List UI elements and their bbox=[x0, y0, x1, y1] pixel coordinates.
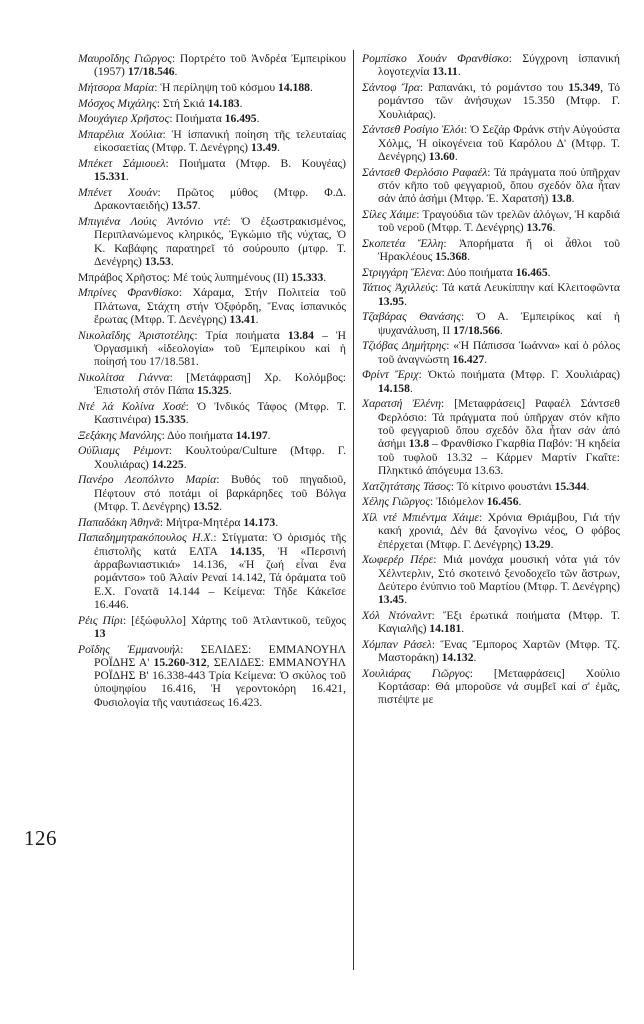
entry-trailing-text: . bbox=[404, 294, 407, 308]
entry-reference: 13.8 bbox=[551, 192, 572, 206]
entry-trailing-text: . bbox=[454, 149, 458, 163]
entry-author: Νικολίτσα Γιάννα bbox=[78, 370, 170, 384]
entry-author: Τζιόβας Δημήτρης bbox=[362, 339, 447, 353]
entry-trailing-text: . bbox=[552, 221, 556, 235]
entry-author: Σάντσεθ Ροσίγιο Ἐλόι bbox=[362, 123, 464, 137]
entry-text: : Ἀπορήματα ἤ οἱ ἆθλοι τοῦ Ἡρακλέους bbox=[378, 236, 620, 264]
entry-author: Μουχάγιερ Χρῆστος bbox=[78, 112, 170, 126]
index-entry bbox=[362, 368, 620, 395]
entry-trailing-text: . bbox=[404, 593, 407, 607]
entry-text: : Μιά μονάχα μουσική νότα γιά τόν Χέλντερλιν, Στό σκοτεινό ξενοδοχεῖο τῶν ἄστρων, Δεύτερο ἐνύπνιο τοῦ Μαρτίου (Μτφρ. Τ. Δενέγρης) bbox=[378, 553, 620, 593]
entry-trailing-text: , Τό ρομάντσο τῶν ἀνήσυχων 15.350 (Μτφρ. Γ. Χουλιάρας). bbox=[378, 80, 620, 121]
entry-trailing-text: . bbox=[309, 80, 313, 94]
index-entry bbox=[362, 638, 620, 665]
entry-trailing-text: . bbox=[467, 250, 470, 264]
entry-reference: 16.495 bbox=[224, 112, 257, 126]
right-column bbox=[362, 52, 620, 709]
entry-text: : [Μεταφράσεις] Ραφαέλ Σάντσεθ Φερλόσιο: Τά πράγματα πού ὑπῆρχαν στόν κῆπο τοῦ φεγγαριοῦ ὅπου σχεδόν ὅλα ἦταν σάν ἀπό ἀσήμι bbox=[378, 397, 620, 451]
index-entry bbox=[78, 614, 346, 641]
entry-text: : Ραπανάκι, τό ρομάντσο του bbox=[419, 80, 569, 94]
entry-text: : Χρόνια Θριάμβου, Γιά τήν κακή χρονιά, Δέν θά ξανογίνω νέος, Ο φόβος ἐπέρχεται (Μτφρ. Γ. Δενέγρης) bbox=[378, 510, 620, 551]
entry-author: Πανέρο Λεοπόλντο Μαρία bbox=[78, 473, 217, 487]
entry-text: : Τραγούδια τῶν τρελῶν ἀλόγων, Ἡ καρδιά τοῦ νεροῦ (Μτφρ. Τ. Δενέγρης) bbox=[378, 207, 620, 235]
entry-reference: 13.45 bbox=[378, 593, 405, 607]
entry-reference: 15.325 bbox=[196, 384, 229, 398]
entry-reference: 17/18.546 bbox=[127, 65, 175, 79]
entry-text: Μπράβος Χρῆστος: Μέ τούς λυπημένους (ΙΙ) bbox=[78, 270, 292, 284]
index-entry bbox=[78, 112, 346, 125]
entry-trailing-text: . bbox=[277, 141, 280, 155]
entry-reference: 14.181 bbox=[429, 622, 462, 636]
left-column bbox=[78, 52, 346, 711]
entry-reference: 15.331 bbox=[94, 170, 126, 184]
entry-reference: 13.49 bbox=[250, 141, 278, 155]
index-entry bbox=[78, 429, 346, 442]
entry-trailing-text: . bbox=[461, 622, 465, 636]
entry-text: : Δύο ποιήματα bbox=[441, 265, 516, 279]
index-entry bbox=[78, 516, 346, 529]
entry-text: : Ἰδιόμελον bbox=[430, 495, 487, 509]
entry-author: Οὐΐλιαμς Ρέιμοντ bbox=[78, 444, 169, 458]
entry-reference: 13.8 bbox=[408, 437, 430, 451]
entry-reference: 16.427 bbox=[452, 352, 485, 366]
entry-author: Μόσχος Μιχάλης bbox=[78, 96, 157, 110]
index-entry bbox=[78, 329, 346, 369]
entry-reference: 15.368 bbox=[435, 250, 468, 264]
entry-reference: 16.456 bbox=[486, 495, 519, 509]
entry-trailing-text: . bbox=[267, 428, 271, 442]
index-entry bbox=[362, 553, 620, 606]
entry-reference: 14.132 bbox=[441, 651, 474, 665]
entry-trailing-text: . bbox=[185, 413, 189, 427]
entry-reference: 16.465 bbox=[515, 265, 548, 279]
entry-reference: 15.349 bbox=[568, 80, 601, 94]
entry-text: : Ἕνας Ἔμπορος Χαρτῶν (Μτφρ. Τζ. Μαστοράκη) bbox=[378, 637, 620, 665]
entry-trailing-text: . bbox=[239, 96, 243, 110]
entry-reference: 15.344 bbox=[554, 479, 587, 493]
index-entry bbox=[78, 531, 346, 611]
entry-author: Μπαρέλια Χούλια bbox=[78, 128, 163, 142]
entry-author: Χόμπαν Ράσελ bbox=[362, 637, 432, 651]
entry-text: : Στή Σκιά bbox=[156, 96, 208, 110]
index-entry bbox=[362, 237, 620, 264]
index-entry bbox=[78, 52, 346, 79]
entry-author: Μαυροΐδης Γιῶργος bbox=[78, 52, 173, 65]
entry-text: : Τά πράγματα πού ὑπῆρχαν στόν κῆπο τοῦ φεγγαριοῦ, ὅπου σχεδόν ὅλα ἦταν σάν ἀπό ἀσήμι (Μτφρ. Ἐ. Χαρατσή) bbox=[378, 165, 620, 206]
entry-reference: 13.95 bbox=[378, 294, 405, 308]
index-entry bbox=[362, 166, 620, 206]
entry-text: : Ἔξι ἐρωτικά ποιήματα (Μτφρ. Τ. Καγιαλῆς) bbox=[378, 608, 620, 636]
entry-text: : [Μεταφράσεις] Χούλιο Κορτάσαρ: Θά μποροῦσε νά συμβεῖ καί σ' ἐμᾶς, πιστέψτε με bbox=[378, 666, 621, 707]
entry-author: Ξεξάκης Μανόλης bbox=[78, 428, 162, 442]
entry-text: : Ἡ περίληψη τοῦ κόσμου bbox=[154, 80, 279, 94]
entry-author: Μπρίνες Φρανθίσκο bbox=[78, 286, 179, 300]
entry-reference: 15.335 bbox=[153, 413, 186, 427]
entry-reference: 17/18.566 bbox=[453, 323, 500, 337]
index-entry bbox=[78, 271, 346, 284]
entry-trailing-text: . bbox=[571, 192, 575, 206]
index-entry bbox=[362, 397, 620, 477]
entry-reference: 15.260-312 bbox=[153, 655, 207, 669]
entry-text: : Βυθός τοῦ πηγαδιοῦ, Πέφτουν στό ποτάμι οἱ βαρκάρηδες τοῦ Βόλγα (Μτφρ. Τ. Δενέγρης) bbox=[94, 473, 346, 514]
index-entry bbox=[362, 266, 620, 279]
entry-text: : Μήτρα-Μητέρα bbox=[159, 515, 244, 529]
entry-author: Σάντοφ Ἴρα bbox=[362, 80, 420, 94]
entry-text: : Δύο ποιήματα bbox=[161, 428, 236, 442]
entry-author: Ντέ λά Κολίνα Χοσέ bbox=[78, 399, 186, 413]
entry-author: Χατζητάτσης Τάσος bbox=[362, 479, 451, 493]
entry-text: : «Ἡ Πάπισσα Ἰωάννα» καί ὁ ρόλος τοῦ ἀναγνώστη bbox=[378, 339, 620, 366]
entry-reference: 13.11 bbox=[432, 65, 458, 79]
index-entry bbox=[362, 339, 620, 366]
index-entry bbox=[78, 81, 346, 94]
entry-trailing-text: . bbox=[125, 170, 129, 184]
index-entry bbox=[362, 609, 620, 636]
entry-author: Μπιγιένα Λούις Ἀντόνιο ντέ bbox=[78, 215, 228, 228]
index-entry bbox=[362, 52, 620, 79]
entry-author: Χέλης Γιῶργος bbox=[362, 495, 431, 509]
entry-reference: 13.60 bbox=[428, 149, 455, 163]
entry-trailing-text: . bbox=[550, 537, 554, 551]
entry-text: : Ποιήματα (Μτφρ. Β. Κουγέας) bbox=[165, 157, 346, 171]
entry-author: Μπέκετ Σάμιουελ bbox=[78, 157, 166, 171]
entry-text: : Πρῶτος μύθος (Μτφρ. Φ.Δ. Δρακονταειδής) bbox=[94, 186, 347, 213]
entry-trailing-text: . bbox=[256, 112, 260, 126]
entry-text: : Ὁ Ἰνδικός Τάφος (Μτφρ. Τ. Καστινέιρα) bbox=[94, 399, 346, 427]
entry-text: : Ὁ Α. Ἐμπειρίκος καί ἡ ψυχανάλυση, ΙΙ bbox=[378, 310, 620, 337]
entry-author: Παπαδάκη Ἀθηνᾶ bbox=[78, 515, 160, 529]
entry-text: : ΣΕΛΙΔΕΣ: ΕΜΜΑΝΟΥΗΛ ΡΟΪΔΗΣ Α' bbox=[94, 642, 347, 669]
entry-trailing-text: . bbox=[457, 65, 461, 79]
entry-text: : Τό κίτρινο φουστάνι bbox=[450, 479, 555, 493]
entry-reference: 13.76 bbox=[526, 221, 553, 235]
entry-text: : Χάραμα, Στήν Πολιτεία τοῦ Πλάτωνα, Στάχτη στήν Ὀξφόρδη, Ἕνας ἰσπανικός ἔρωτας (Μτφρ. Τ. Δενέγρης) bbox=[94, 286, 347, 326]
entry-trailing-text: . bbox=[183, 457, 187, 471]
entry-trailing-text: . bbox=[518, 495, 522, 509]
entry-trailing-text: . bbox=[323, 270, 327, 284]
entry-trailing-text: . bbox=[228, 384, 232, 398]
entry-reference: 14.197 bbox=[235, 428, 268, 442]
entry-trailing-text: – Ἡ Ὀργασμική «ἰδεολογία» τοῦ Ἐμπειρίκου καί ἡ ποίησή του 17/18.581. bbox=[94, 328, 346, 369]
index-entry bbox=[362, 511, 620, 551]
entry-reference: 14.135 bbox=[230, 544, 262, 558]
entry-author: Νικολαΐδης Ἀριστοτέλης bbox=[78, 328, 195, 342]
entry-author: Τζαβάρας Θανάσης bbox=[362, 310, 461, 324]
entry-trailing-text: . bbox=[409, 381, 413, 395]
entry-trailing-text: . bbox=[275, 515, 279, 529]
entry-text: : Ὁ ἐξωστρακισμένος, Περιπλανώμενος κληρικός, Ἐγκώμιο τῆς νύχτας, Ὁ Κ. Καβάφης παρατηρεῖ τό σούρουπο (μτφρ. Τ. Δενέγρης) bbox=[94, 215, 346, 268]
index-entry bbox=[78, 186, 346, 213]
entry-trailing-text: . bbox=[499, 323, 503, 337]
column-divider bbox=[353, 50, 354, 970]
entry-author: Μήτσορα Μαρία bbox=[78, 80, 155, 94]
entry-trailing-text: – Φρανθίσκο Γκαρθία Παβόν: Ἡ κηδεία τοῦ τυφλοῦ 13.32 – Κάρμεν Μαρτίν Γκαΐτε: Πληκτικό ἀπόγευμα 13.63. bbox=[378, 437, 620, 477]
entry-author: Χωφερέρ Πέρε bbox=[362, 553, 434, 567]
index-entry bbox=[78, 215, 346, 268]
entry-reference: 14.158 bbox=[378, 381, 410, 395]
index-entry bbox=[362, 123, 620, 163]
entry-reference: 13.84 bbox=[287, 328, 314, 342]
index-entry bbox=[78, 400, 346, 427]
index-entry bbox=[362, 667, 620, 707]
index-entry bbox=[78, 128, 346, 155]
entry-trailing-text: . bbox=[219, 500, 223, 514]
entry-reference: 13.52 bbox=[193, 500, 220, 514]
entry-reference: 13.57 bbox=[171, 199, 198, 213]
entry-author: Ρομπίσκο Χουάν Φρανθίσκο bbox=[362, 52, 509, 65]
index-entry bbox=[362, 495, 620, 508]
index-entry bbox=[362, 281, 620, 308]
entry-reference: 13.29 bbox=[524, 537, 551, 551]
entry-trailing-text: . bbox=[170, 254, 174, 268]
entry-trailing-text: . bbox=[197, 199, 201, 213]
entry-trailing-text: , ΣΕΛΙΔΕΣ: ΕΜΜΑΝΟΥΗΛ ΡΟΪΔΗΣ Β' 16.338-443 Τρία Κείμενα: Ὁ σκύλος τοῦ ὑποψηφίου 16.416, Ἡ γεροντοκόρη 16.421, Φυσιολογία τῆς ναυτιάσεως 16.423. bbox=[94, 655, 346, 709]
entry-author: Χίλ ντέ Μπιέντμα Χάιμε bbox=[362, 510, 479, 524]
entry-text: : Ὀκτώ ποιήματα (Μτφρ. Γ. Χουλιάρας) bbox=[418, 368, 620, 382]
entry-reference: 13.41 bbox=[229, 312, 256, 326]
index-entry bbox=[78, 97, 346, 110]
entry-trailing-text: , Ἡ «Περσινή ἀρραβωνιαστικιά» 14.136, «Ἡ ζωή εἶναι ἕνα ρομάντσο» τοῦ Ἀλαίν Ρεναί 14.142, Τά ὁράματα τοῦ Ε.Χ. Γονατᾶ 14.144 – Κείμενα: Τῆδε Κἀκεῖσε 16.446. bbox=[94, 544, 347, 611]
entry-author: Στριγγάρη Ἕλενα bbox=[362, 265, 442, 279]
index-entry bbox=[78, 157, 346, 184]
index-entry bbox=[78, 643, 346, 709]
entry-trailing-text: . bbox=[547, 265, 551, 279]
entry-text: : Ποιήματα bbox=[169, 112, 225, 126]
entry-text: : [ἐξώφυλλο] Χάρτης τοῦ Ἀτλαντικοῦ, τεῦχος bbox=[122, 613, 346, 627]
index-entry bbox=[362, 480, 620, 493]
entry-author: Φρίντ Ἔριχ bbox=[362, 368, 419, 382]
index-entry bbox=[362, 310, 620, 337]
entry-text: : Ὁ Σεζάρ Φράνκ στήν Αὐγούστα Χόλμς, Ἡ οἰκογένεια τοῦ Καρόλου Δ' (Μτφρ. Τ. Δενέγρης) bbox=[378, 123, 620, 163]
entry-reference: 14.183 bbox=[207, 96, 240, 110]
entry-trailing-text: . bbox=[255, 312, 259, 326]
entry-text: : Πορτρέτο τοῦ Ἀνδρέα Ἐμπειρίκου (1957) bbox=[94, 52, 346, 79]
entry-author: Ροΐδης Ἐμμανουήλ bbox=[78, 642, 181, 656]
entry-text: : Σύγχρονη ἰσπανική λογοτεχνία bbox=[378, 52, 620, 79]
index-entry bbox=[78, 371, 346, 398]
index-entry bbox=[362, 81, 620, 121]
entry-author: Σκοπετέα Ἔλλη bbox=[362, 236, 444, 250]
entry-reference: 14.225 bbox=[151, 457, 184, 471]
entry-text: : Στίγματα: Ὁ ὁρισμός τῆς ἐπιστολῆς κατά ΕΛΤΑ bbox=[94, 531, 346, 558]
entry-reference: 14.188 bbox=[278, 80, 310, 94]
entry-trailing-text: . bbox=[473, 651, 477, 665]
entry-reference: 13.53 bbox=[144, 254, 171, 268]
index-entry bbox=[362, 208, 620, 235]
entry-author: Σάντσεθ Φερλόσιο Ραφαέλ bbox=[362, 165, 488, 179]
entry-trailing-text: . bbox=[174, 65, 178, 79]
entry-author: Χαρατσή Ἐλένη bbox=[362, 397, 441, 411]
entry-reference: 14.173 bbox=[243, 515, 276, 529]
entry-reference: 13 bbox=[94, 626, 106, 640]
entry-reference: 15.333 bbox=[291, 270, 324, 284]
entry-author: Τάτιος Ἀχιλλεύς bbox=[362, 281, 436, 295]
entry-trailing-text: . bbox=[484, 352, 488, 366]
index-entry bbox=[78, 473, 346, 513]
entry-text: : Τρία ποιήματα bbox=[194, 328, 288, 342]
entry-text: : Τά κατά Λευκίππην καί Κλειτοφῶντα bbox=[435, 281, 620, 295]
entry-trailing-text: . bbox=[586, 479, 590, 493]
entry-author: Χόλ Ντόναλντ bbox=[362, 608, 432, 622]
entry-author: Σίλες Χάιμε bbox=[362, 207, 417, 221]
entry-author: Χουλιάρας Γιῶργος bbox=[362, 666, 470, 680]
entry-author: Παπαδημητρακόπουλος Η.Χ. bbox=[78, 531, 214, 545]
index-entry bbox=[78, 286, 346, 326]
page-number: 126 bbox=[24, 826, 57, 850]
entry-author: Ρέις Πίρι bbox=[78, 613, 123, 627]
entry-text: : Ἡ ἰσπανική ποίηση τῆς τελευταίας εἰκοσαετίας (Μτφρ. Τ. Δενέγρης) bbox=[94, 128, 346, 155]
entry-text: : [Μετάφραση] Χρ. Κολόμβος: Ἐπιστολή στόν Πάπα bbox=[94, 370, 346, 398]
entry-author: Μπένετ Χουάν bbox=[78, 186, 158, 200]
index-entry bbox=[78, 444, 346, 471]
entry-text: : Κουλτούρα/Culture (Μτφρ. Γ. Χουλιάρας) bbox=[94, 444, 346, 471]
